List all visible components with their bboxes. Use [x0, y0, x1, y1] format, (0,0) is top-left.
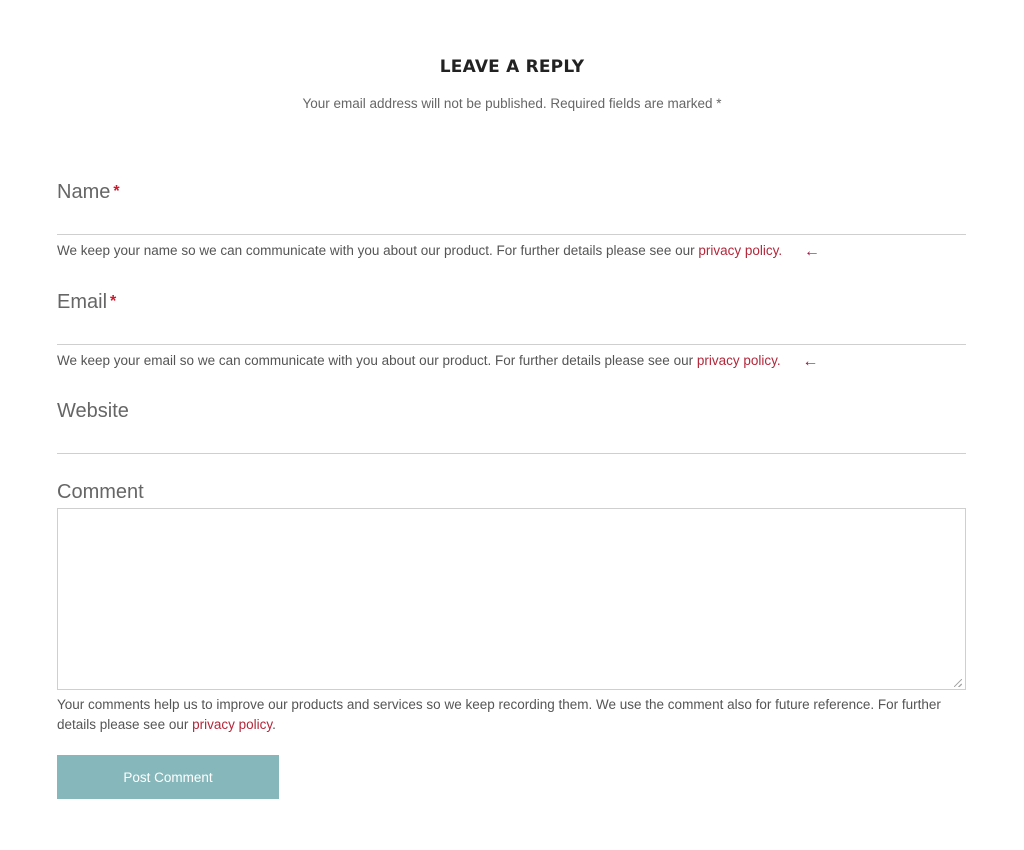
reply-title: LEAVE A REPLY	[439, 57, 585, 77]
name-hint: We keep your name so we can communicate with you about our product. For further details please see our privacy policy. ←	[57, 243, 820, 260]
required-marker: *	[110, 293, 117, 310]
email-privacy-link[interactable]: privacy policy.	[696, 353, 781, 368]
comment-textarea[interactable]	[57, 508, 966, 690]
name-field	[57, 180, 966, 204]
arrow-left-icon[interactable]: ←	[803, 243, 820, 260]
name-privacy-link[interactable]: privacy policy.	[698, 243, 783, 258]
required-marker: *	[113, 183, 120, 200]
email-input[interactable]	[57, 316, 966, 345]
website-field	[57, 399, 966, 423]
website-label: Website	[57, 400, 129, 422]
arrow-left-icon[interactable]: ←	[802, 353, 819, 370]
comment-field	[57, 480, 966, 504]
name-label: Name *	[57, 181, 120, 203]
email-label: Email *	[57, 291, 117, 313]
resize-grip-icon[interactable]	[954, 679, 962, 687]
name-input[interactable]	[57, 206, 966, 235]
website-input[interactable]	[57, 425, 966, 454]
comment-notes: Your email address will not be published. Required fields are marked *	[302, 96, 722, 111]
post-comment-button[interactable]: Post Comment	[57, 755, 279, 799]
email-hint: We keep your email so we can communicate with you about our product. For further details please see our privacy policy. ←	[57, 353, 819, 370]
comment-hint: Your comments help us to improve our products and services so we keep recording them. We use the comment also for future reference. For further details please see our privacy policy.	[57, 697, 941, 732]
email-field	[57, 290, 966, 314]
comment-privacy-link[interactable]: privacy policy	[192, 717, 273, 732]
comment-label: Comment	[57, 481, 144, 503]
